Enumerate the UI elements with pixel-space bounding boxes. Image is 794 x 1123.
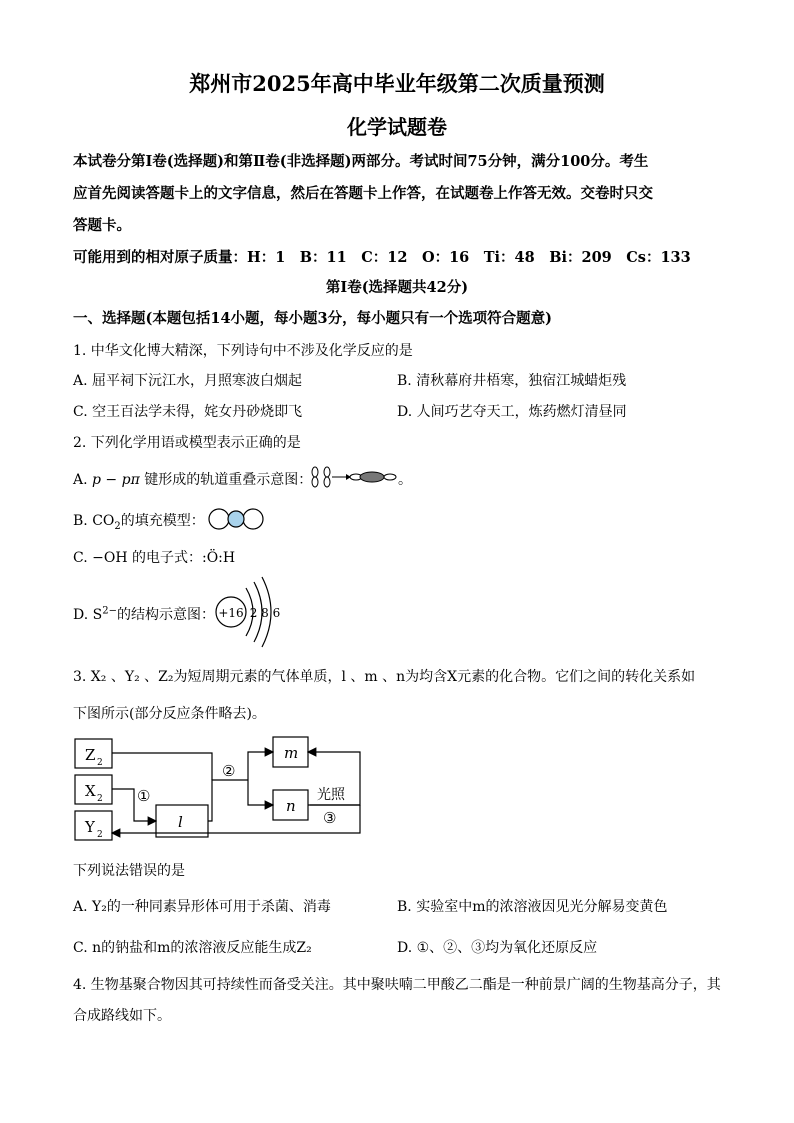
label-step-2: ② (222, 762, 236, 780)
electron-counts: 2 8 6 (249, 606, 281, 620)
q2-b-sub: 2 (114, 520, 121, 532)
q2-stem: 2. 下列化学用语或模型表示正确的是 (73, 435, 301, 451)
q3-option-c: C. n的钠盐和m的浓溶液反应能生成Z₂ (73, 940, 312, 956)
q1-option-c: C. 空王百法学未得，姹女丹砂烧即飞 (73, 404, 303, 420)
label-y2-sub: 2 (97, 830, 103, 840)
q3-stem-2: 下图所示(部分反应条件略去)。 (73, 706, 266, 722)
q2-c-formula: :Ö:H (201, 550, 236, 566)
intro-line-2: 应首先阅读答题卡上的文字信息，然后在答题卡上作答，在试题卷上作答无效。交卷时只交 (73, 185, 653, 202)
q1-option-a: A. 屈平祠下沅江水，月照寒波白烟起 (73, 373, 303, 389)
label-x2: X (85, 782, 96, 800)
q4-line-2: 合成路线如下。 (73, 1008, 171, 1024)
label-x2-sub: 2 (97, 794, 103, 804)
q2-a-text: 键形成的轨道重叠示意图： (144, 472, 313, 488)
part-title: 一、选择题(本题包括14小题，每小题3分，每小题只有一个选项符合题意) (73, 310, 552, 327)
q2-option-c (73, 547, 235, 567)
q2-d-sup: 2− (102, 605, 117, 617)
q2-a-prefix: A. (73, 472, 93, 488)
q3-option-a: A. Y₂的一种同素异形体可用于杀菌、消毒 (73, 899, 331, 915)
q1-option-b: B. 清秋幕府井梧寒，独宿江城蜡炬残 (397, 373, 627, 389)
q2-a-formula: p − pπ (92, 472, 140, 488)
label-z2: Z (85, 746, 96, 764)
label-l: l (178, 813, 183, 831)
q2-a-end: 。 (398, 472, 412, 488)
section-title: 第Ⅰ卷(选择题共42分) (325, 279, 469, 296)
co2-space-filling-model (206, 507, 266, 531)
label-step-3: ③ (323, 809, 337, 827)
intro-line-3: 答题卡。 (73, 217, 131, 234)
label-light: 光照 (317, 787, 345, 803)
q2-b-text: 的填充模型： (120, 513, 205, 529)
label-m: m (284, 744, 299, 762)
q2-option-d (73, 604, 215, 624)
q3-option-b: B. 实验室中m的浓溶液因见光分解易变黄色 (397, 899, 668, 915)
q2-c-text: C. −OH 的电子式： (73, 550, 202, 566)
q3-stem-1: 3. X₂ 、Y₂ 、Z₂为短周期元素的气体单质，l 、m 、n为均含X元素的化合物。它们之间的转化关系如 (73, 669, 696, 685)
label-step-1: ① (137, 787, 151, 805)
atomic-masses: 可能用到的相对原子质量：H：1 B：11 C：12 O：16 Ti：48 Bi：209 Cs：133 (73, 249, 691, 266)
p-orbital-overlap-diagram (308, 466, 400, 488)
exam-subtitle: 化学试题卷 (347, 115, 447, 139)
q2-d-prefix: D. S (73, 607, 103, 623)
sulfide-structure-diagram (212, 574, 284, 650)
q3-conversion-flow (70, 733, 370, 845)
q2-option-b (73, 510, 205, 532)
q2-option-a (73, 469, 312, 489)
label-z2-sub: 2 (97, 758, 103, 768)
q1-option-d: D. 人间巧艺夺天工，炼药燃灯清昼同 (397, 404, 627, 420)
label-n: n (286, 797, 296, 815)
nucleus-charge: +16 (218, 606, 244, 620)
q3-ask: 下列说法错误的是 (73, 863, 185, 879)
label-y2: Y (85, 818, 95, 836)
q1-stem: 1. 中华文化博大精深，下列诗句中不涉及化学反应的是 (73, 343, 413, 359)
q2-d-text: 的结构示意图： (116, 607, 215, 623)
q4-line-1: 4. 生物基聚合物因其可持续性而备受关注。其中聚呋喃二甲酸乙二酯是一种前景广阔的生物基高分子，其 (73, 977, 721, 993)
q2-b-prefix: B. CO (73, 513, 115, 529)
intro-line-1: 本试卷分第Ⅰ卷(选择题)和第Ⅱ卷(非选择题)两部分。考试时间75分钟，满分100分。考生 (73, 153, 649, 170)
q3-option-d: D. ①、②、③均为氧化还原反应 (397, 940, 598, 956)
exam-title: 郑州市2025年高中毕业年级第二次质量预测 (189, 71, 605, 96)
